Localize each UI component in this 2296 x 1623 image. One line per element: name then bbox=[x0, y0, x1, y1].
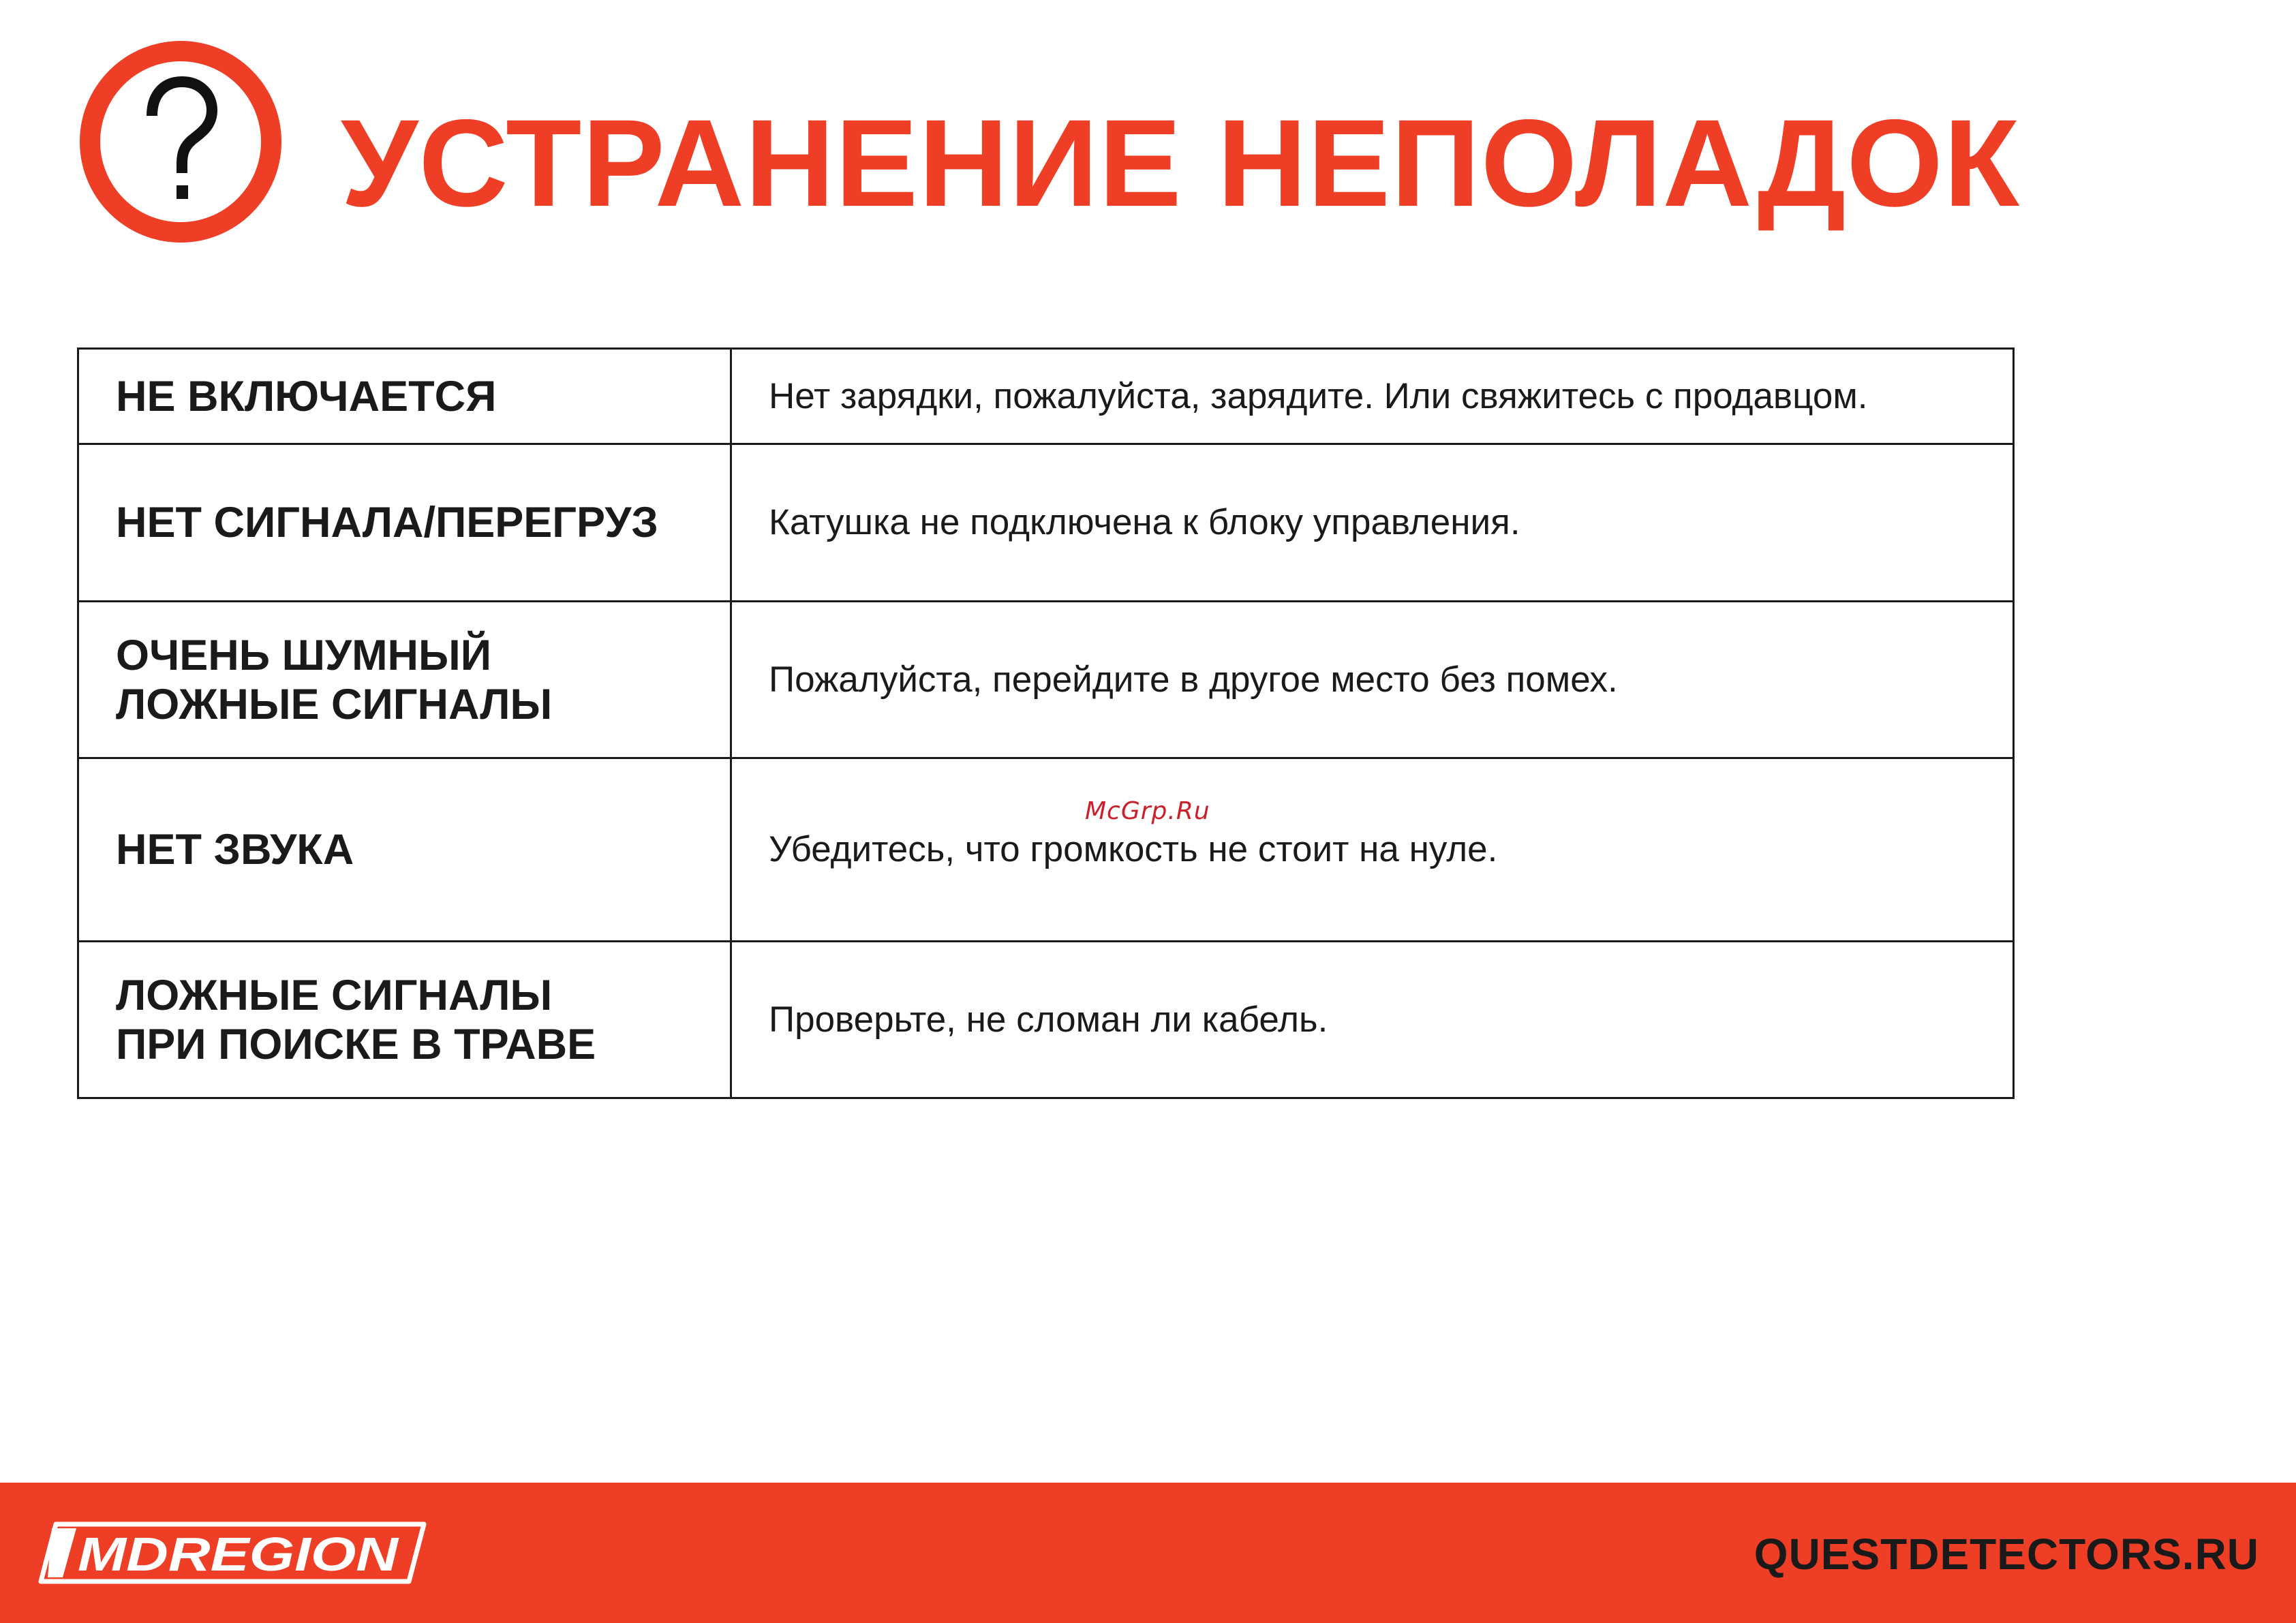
solution-text: Нет зарядки, пожалуйста, зарядите. Или свяжитесь с продавцом. bbox=[769, 375, 1868, 416]
page-title: УСТРАНЕНИЕ НЕПОЛАДОК bbox=[341, 93, 2021, 232]
problem-cell bbox=[78, 942, 731, 1098]
solution-cell bbox=[731, 758, 2014, 942]
table-row bbox=[78, 758, 2014, 942]
problem-cell bbox=[78, 444, 731, 602]
table-row bbox=[78, 444, 2014, 602]
problem-cell bbox=[78, 758, 731, 942]
problem-text: НЕТ СИГНАЛА/ПЕРЕГРУЗ bbox=[116, 499, 658, 546]
logo-text: MDREGION bbox=[78, 1528, 399, 1581]
solution-text: Пожалуйста, перейдите в другое место без помех. bbox=[769, 659, 1618, 700]
table-row bbox=[78, 942, 2014, 1098]
table-row bbox=[78, 602, 2014, 758]
problem-text: НЕТ ЗВУКА bbox=[116, 826, 354, 874]
page-header bbox=[0, 0, 2296, 273]
footer-bar bbox=[0, 1483, 2296, 1623]
problem-cell bbox=[78, 602, 731, 758]
solution-cell bbox=[731, 444, 2014, 602]
solution-cell bbox=[731, 942, 2014, 1098]
table-row bbox=[78, 349, 2014, 444]
problem-text: ЛОЖНЫЕ СИГНАЛЫ bbox=[116, 971, 553, 1019]
solution-text: Убедитесь, что громкость не стоит на нуле. bbox=[769, 829, 1498, 869]
problem-text: ПРИ ПОИСКЕ В ТРАВЕ bbox=[116, 1020, 596, 1068]
question-circle-icon bbox=[78, 40, 283, 244]
solution-text: Проверьте, не сломан ли кабель. bbox=[769, 999, 1328, 1040]
troubleshooting-table bbox=[77, 347, 2015, 1099]
watermark: McGrp.Ru bbox=[1085, 797, 1210, 825]
problem-text: ЛОЖНЫЕ СИГНАЛЫ bbox=[116, 680, 553, 728]
problem-cell bbox=[78, 349, 731, 444]
solution-text: Катушка не подключена к блоку управления. bbox=[769, 502, 1520, 542]
solution-cell bbox=[731, 602, 2014, 758]
mdregion-logo bbox=[35, 1519, 431, 1587]
solution-cell bbox=[731, 349, 2014, 444]
problem-text: НЕ ВКЛЮЧАЕТСЯ bbox=[116, 372, 497, 420]
website-text: QUESTDETECTORS.RU bbox=[1754, 1530, 2259, 1579]
problem-text: ОЧЕНЬ ШУМНЫЙ bbox=[116, 631, 492, 679]
